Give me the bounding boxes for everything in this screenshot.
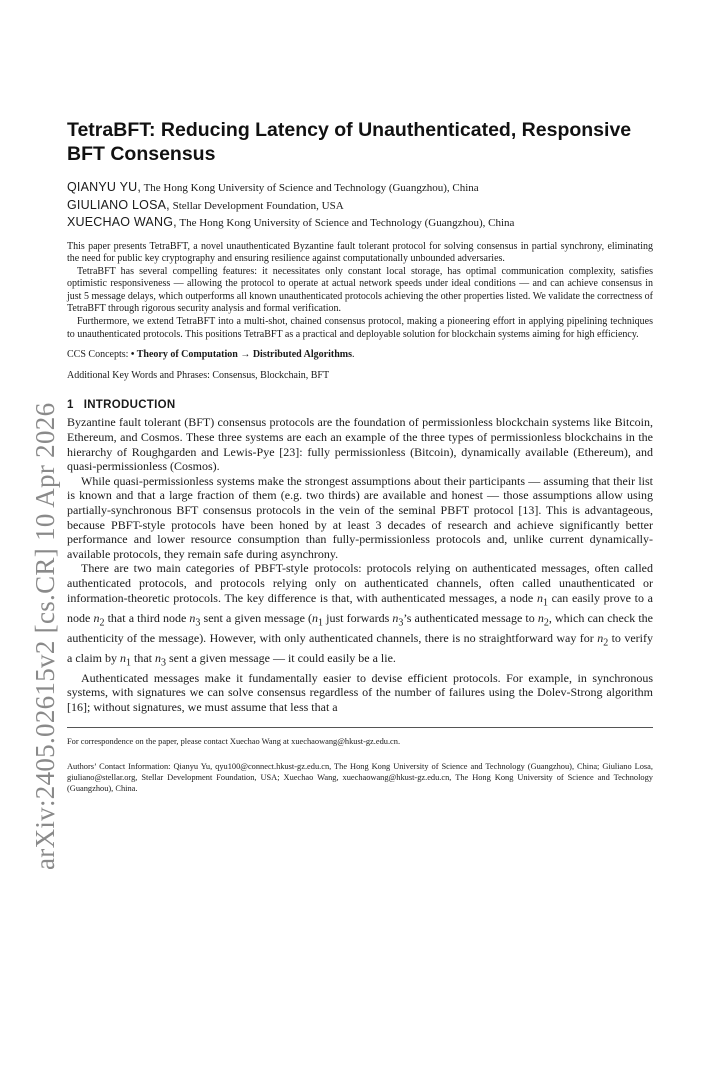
footnote-divider bbox=[67, 727, 653, 728]
keywords-label: Additional Key Words and Phrases: bbox=[67, 369, 210, 381]
author-entry bbox=[67, 197, 653, 215]
body-paragraph: While quasi-permissionless systems make the strongest assumptions about their participants — assuming that their list is known and that a large fraction of them (e.g. two thirds) are available and honest — those assumptions allow using partially-synchronous BFT consensus protocols in the vein of the seminal PBFT protocol [13]. This is advantageous, because PBFT-style protocols have been honed by at least 3 decades of research and achieve significantly better performance and lower resource consumption than fully-permissionless protocols and, unlike current dynamically-available protocols, they remain safe during asynchrony. bbox=[67, 473, 653, 561]
math-variable: n bbox=[312, 610, 319, 625]
body-paragraph: Authenticated messages make it fundamentally easier to devise efficient protocols. For example, in synchronous systems, with signatures we can solve consensus regardless of the number of failures using the Dolev-Strong algorithm [16]; without signatures, we must assume that less that a bbox=[67, 670, 653, 714]
section-heading bbox=[67, 399, 653, 411]
math-variable: n bbox=[537, 610, 544, 625]
body-paragraph: There are two main categories of PBFT-style protocols: protocols relying on authenticated messages, often called authenticated protocols, and protocols relying only on authenticated channels, often called unauthenticated or information-theoretic protocols. The key difference is that, with authenticated messages, a node $n_1$ can easily prove to a node $n_2$ that a third node $n_3$ sent a given message ($n_1$ just forwards $n_3’s$ authenticated message to $n_2$, which can check the authenticity of the message). However, with only authenticated channels, there is no straightforward way for $n_2$ to verify a claim by $n_1$ that $n_3$ sent a given message — it could easily be a lie. bbox=[67, 561, 654, 668]
keywords bbox=[67, 370, 653, 383]
author-affiliation: The Hong Kong University of Science and Technology (Guangzhou), China bbox=[143, 182, 479, 194]
author-entry bbox=[67, 179, 653, 197]
author-affiliation: Stellar Development Foundation, USA bbox=[172, 199, 344, 212]
ccs-concepts bbox=[67, 349, 653, 362]
author-name: GIULIANO LOSA, bbox=[67, 197, 170, 212]
ccs-value: • Theory of Computation → Distributed Algorithms bbox=[130, 349, 353, 361]
math-variable: n bbox=[119, 650, 126, 665]
introduction-body bbox=[67, 415, 653, 714]
math-variable: n bbox=[597, 630, 604, 645]
paper-title: TetraBFT: Reducing Latency of Unauthenticated, Responsive BFT Consensus bbox=[67, 119, 632, 165]
author-name: QIANYU YU, bbox=[67, 180, 142, 194]
math-variable: n bbox=[93, 610, 100, 625]
arxiv-identifier-stamp: arXiv:2405.02615v2 [cs.CR] 10 Apr 2026 bbox=[30, 402, 60, 870]
author-list bbox=[67, 179, 653, 232]
author-affiliation: The Hong Kong University of Science and Technology (Guangzhou), China bbox=[179, 217, 515, 229]
abstract bbox=[67, 241, 653, 342]
abstract-paragraph: TetraBFT has several compelling features: it necessitates only constant local storage, has optimal communication complexity, satisfies optimistic responsiveness — allowing the protocol to operate at actual network speeds under ideal conditions — and can achieve consensus in just 5 message delays, which outperforms all known unauthenticated protocols achieving the other properties listed. We validate the correctness of TetraBFT through rigorous security analysis and formal verification. bbox=[67, 265, 653, 315]
math-variable: n bbox=[536, 590, 543, 605]
author-name: XUECHAO WANG, bbox=[67, 215, 177, 229]
body-paragraph: Byzantine fault tolerant (BFT) consensus protocols are the foundation of permissionless blockchain systems like Bitcoin, Ethereum, and Cosmos. These three systems are each an example of the three types of permissionless blockchains in the hierarchy of Roughgarden and Lewis-Pye [23]: fully permissionless (Bitcoin), dynamically available (Ethereum), and quasi-permissionless (Cosmos). bbox=[67, 415, 653, 474]
math-variable: n bbox=[189, 610, 196, 625]
author-entry bbox=[67, 214, 653, 232]
keywords-value: Consensus, Blockchain, BFT bbox=[212, 369, 330, 381]
abstract-paragraph: Furthermore, we extend TetraBFT into a multi-shot, chained consensus protocol, making a pioneering effort in applying pipelining techniques to unauthenticated protocols. This positions TetraBFT as a practical and deployable solution for blockchain systems aiming for high efficiency. bbox=[67, 316, 653, 340]
contact-information-footnote: Authors’ Contact Information: Qianyu Yu, qyu100@connect.hkust-gz.edu.cn, The Hong Kong University of Science and Technology (Guangzhou), China; Giuliano Losa, giuliano@stellar.org, Stellar Development Foundation, USA; Xuechao Wang, xuechaowang@hkust-gz.edu.cn, The Hong Kong University of Science and Technology (Guangzhou), China. bbox=[67, 762, 653, 794]
ccs-period: . bbox=[352, 349, 355, 361]
abstract-paragraph: This paper presents TetraBFT, a novel unauthenticated Byzantine fault tolerant protocol for solving consensus in partial synchrony, eliminating the need for public key cryptography and ensuring resilience against computationally unbounded adversaries. bbox=[67, 240, 653, 265]
math-variable: n bbox=[392, 610, 399, 625]
section-number: 1 bbox=[67, 399, 74, 412]
math-variable: n bbox=[154, 650, 161, 665]
paper-first-page bbox=[67, 118, 653, 794]
section-title: INTRODUCTION bbox=[83, 399, 176, 412]
correspondence-footnote: For correspondence on the paper, please contact Xuechao Wang at xuechaowang@hkust-gz.edu.cn. bbox=[67, 737, 401, 747]
ccs-label: CCS Concepts: bbox=[67, 349, 129, 361]
